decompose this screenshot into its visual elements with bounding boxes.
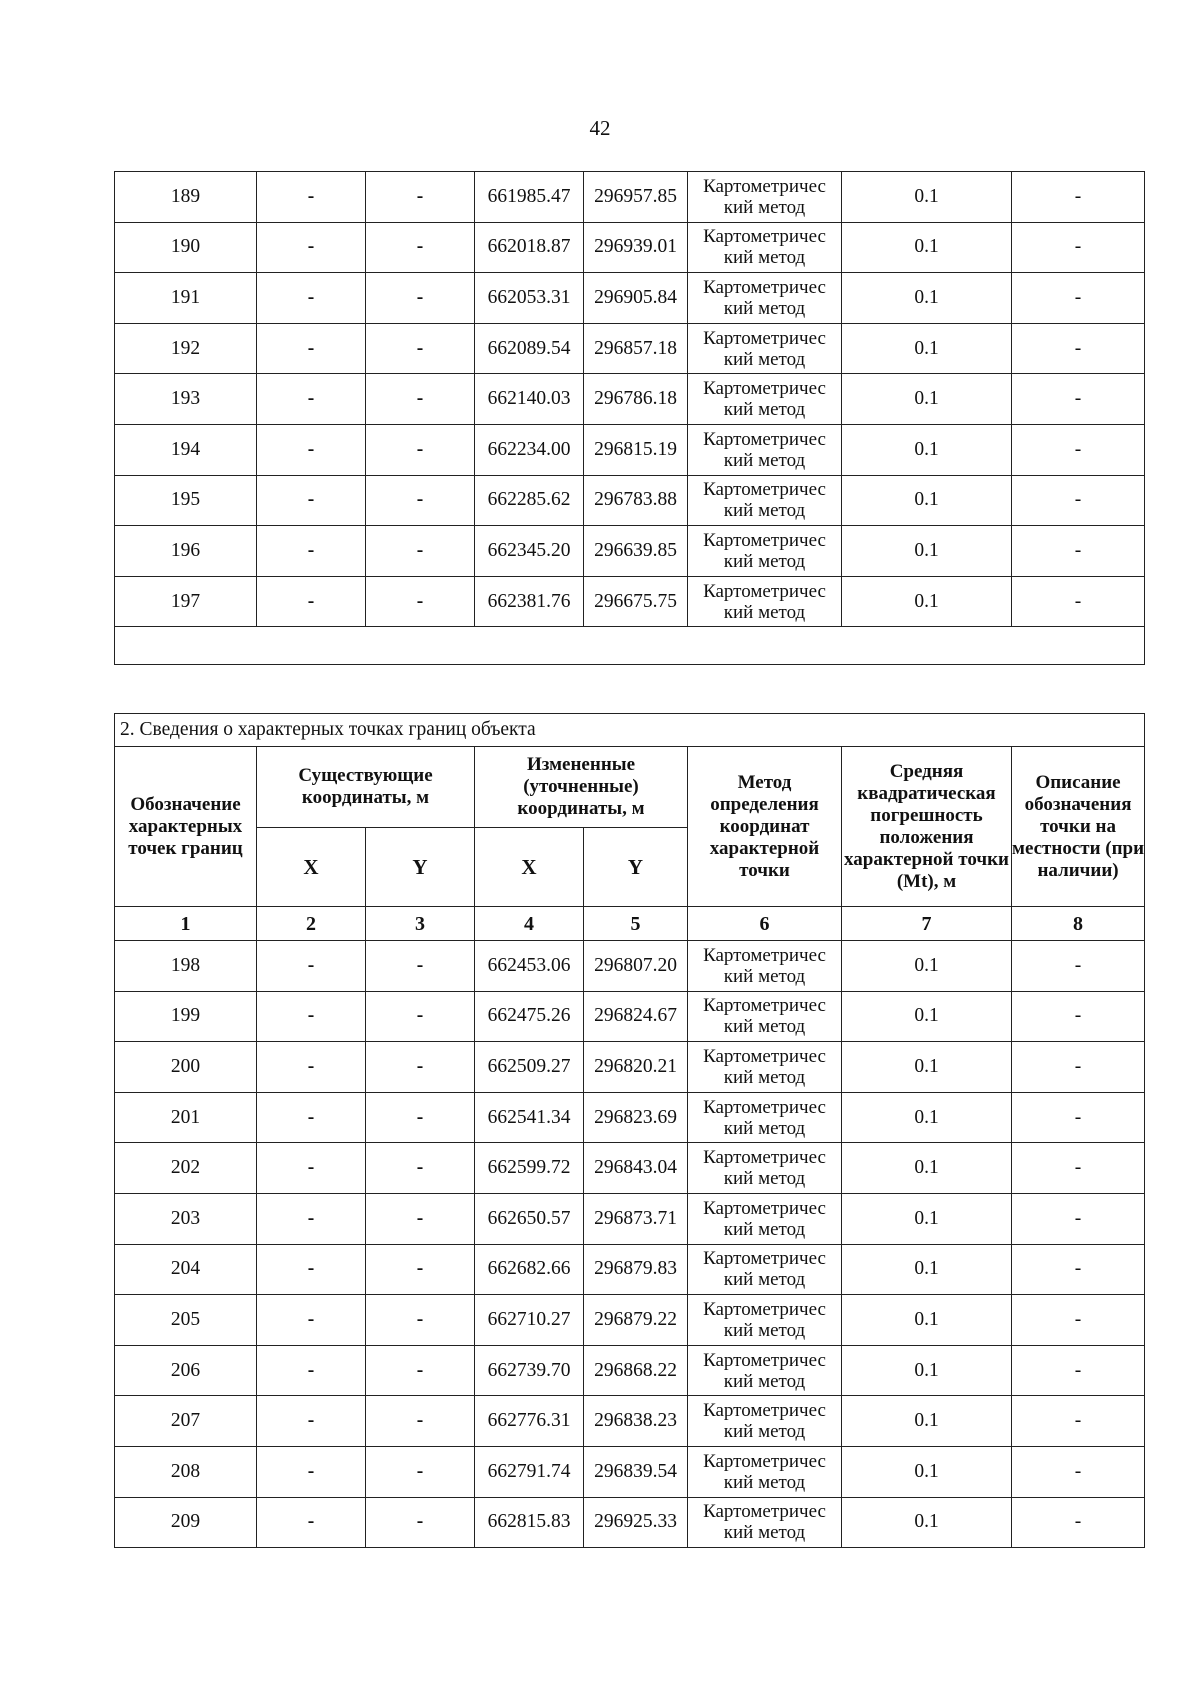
changed-y-cell: 296675.75: [584, 576, 688, 627]
column-number: 1: [115, 907, 257, 941]
method-line: кий метод: [723, 1471, 806, 1493]
description-cell: -: [1012, 323, 1145, 374]
point-cell: 200: [115, 1042, 257, 1093]
existing-y-cell: -: [366, 424, 475, 475]
existing-y-cell: -: [366, 1092, 475, 1143]
accuracy-cell: 0.1: [842, 424, 1012, 475]
table-row: [115, 374, 1145, 425]
point-cell: 193: [115, 374, 257, 425]
changed-y-cell: 296839.54: [584, 1446, 688, 1497]
empty-cell: [115, 627, 1145, 665]
existing-y-cell: -: [366, 1042, 475, 1093]
table-row: [115, 273, 1145, 324]
table-row: [115, 1497, 1145, 1548]
empty-row: [115, 627, 1145, 665]
description-cell: -: [1012, 941, 1145, 992]
method-line: кий метод: [723, 1168, 806, 1190]
boundary-points-table-continued: [114, 171, 1145, 665]
existing-y-cell: -: [366, 1396, 475, 1447]
accuracy-cell: 0.1: [842, 1295, 1012, 1346]
header-changed-coords: Измененные (уточненные) координаты, м: [475, 747, 688, 828]
method-cell: [688, 273, 842, 324]
description-cell: -: [1012, 424, 1145, 475]
method-line: Картометричес: [703, 428, 826, 450]
existing-y-cell: -: [366, 1193, 475, 1244]
description-cell: -: [1012, 1143, 1145, 1194]
changed-x-cell: 662710.27: [475, 1295, 584, 1346]
method-line: Картометричес: [703, 226, 826, 248]
changed-y-cell: 296820.21: [584, 1042, 688, 1093]
method-line: кий метод: [723, 1522, 806, 1544]
method-line: Картометричес: [703, 580, 826, 602]
existing-y-cell: -: [366, 1244, 475, 1295]
changed-y-cell: 296857.18: [584, 323, 688, 374]
method-line: Картометричес: [703, 1298, 826, 1320]
table-row: [115, 1295, 1145, 1346]
method-line: кий метод: [723, 550, 806, 572]
point-cell: 194: [115, 424, 257, 475]
description-cell: -: [1012, 576, 1145, 627]
existing-y-cell: -: [366, 1143, 475, 1194]
bottom-table-body: [115, 941, 1145, 1548]
method-line: кий метод: [723, 1016, 806, 1038]
changed-x-cell: 662453.06: [475, 941, 584, 992]
method-cell: [688, 1092, 842, 1143]
description-cell: -: [1012, 1042, 1145, 1093]
changed-x-cell: 662739.70: [475, 1345, 584, 1396]
table-row: [115, 172, 1145, 223]
column-number: 6: [688, 907, 842, 941]
accuracy-cell: 0.1: [842, 941, 1012, 992]
method-line: кий метод: [723, 1117, 806, 1139]
page-number: 42: [589, 116, 611, 140]
method-line: кий метод: [723, 449, 806, 471]
method-line: Картометричес: [703, 1147, 826, 1169]
description-cell: -: [1012, 374, 1145, 425]
header-description: Описание обозначения точки на местности (при наличии): [1012, 747, 1145, 907]
method-line: Картометричес: [703, 479, 826, 501]
method-line: кий метод: [723, 1421, 806, 1443]
existing-y-cell: -: [366, 273, 475, 324]
method-line: Картометричес: [703, 1349, 826, 1371]
header-existing-x: X: [257, 828, 366, 907]
description-cell: -: [1012, 1193, 1145, 1244]
header-method: Метод определения координат характерной точки: [688, 747, 842, 907]
method-cell: [688, 475, 842, 526]
existing-y-cell: -: [366, 172, 475, 223]
changed-x-cell: 662381.76: [475, 576, 584, 627]
description-cell: -: [1012, 526, 1145, 577]
method-line: кий метод: [723, 1218, 806, 1240]
description-cell: -: [1012, 1396, 1145, 1447]
changed-x-cell: 662345.20: [475, 526, 584, 577]
table-row: [115, 1193, 1145, 1244]
table-row: [115, 1244, 1145, 1295]
point-cell: 208: [115, 1446, 257, 1497]
description-cell: -: [1012, 991, 1145, 1042]
existing-y-cell: -: [366, 1446, 475, 1497]
method-cell: [688, 1446, 842, 1497]
column-number: 5: [584, 907, 688, 941]
existing-x-cell: -: [257, 1143, 366, 1194]
existing-y-cell: -: [366, 1497, 475, 1548]
method-cell: [688, 1295, 842, 1346]
point-cell: 201: [115, 1092, 257, 1143]
method-line: кий метод: [723, 247, 806, 269]
changed-x-cell: 662053.31: [475, 273, 584, 324]
table-row: [115, 991, 1145, 1042]
table-row: [115, 323, 1145, 374]
changed-x-cell: 662682.66: [475, 1244, 584, 1295]
existing-y-cell: -: [366, 1345, 475, 1396]
method-cell: [688, 1345, 842, 1396]
column-number: 4: [475, 907, 584, 941]
accuracy-cell: 0.1: [842, 1042, 1012, 1093]
table-row: [115, 1446, 1145, 1497]
accuracy-cell: 0.1: [842, 1092, 1012, 1143]
point-cell: 197: [115, 576, 257, 627]
method-cell: [688, 1244, 842, 1295]
table-row: [115, 1092, 1145, 1143]
changed-y-cell: 296879.83: [584, 1244, 688, 1295]
point-cell: 189: [115, 172, 257, 223]
method-cell: [688, 424, 842, 475]
accuracy-cell: 0.1: [842, 576, 1012, 627]
changed-x-cell: 662285.62: [475, 475, 584, 526]
description-cell: -: [1012, 273, 1145, 324]
point-cell: 192: [115, 323, 257, 374]
boundary-points-table: [114, 713, 1145, 1548]
table-row: [115, 424, 1145, 475]
point-cell: 196: [115, 526, 257, 577]
point-cell: 191: [115, 273, 257, 324]
existing-x-cell: -: [257, 526, 366, 577]
changed-y-cell: 296807.20: [584, 941, 688, 992]
changed-y-cell: 296905.84: [584, 273, 688, 324]
accuracy-cell: 0.1: [842, 1244, 1012, 1295]
changed-x-cell: 662140.03: [475, 374, 584, 425]
method-line: кий метод: [723, 1066, 806, 1088]
existing-x-cell: -: [257, 576, 366, 627]
method-cell: [688, 222, 842, 273]
method-line: Картометричес: [703, 1045, 826, 1067]
existing-x-cell: -: [257, 1193, 366, 1244]
method-line: Картометричес: [703, 276, 826, 298]
existing-y-cell: -: [366, 526, 475, 577]
existing-x-cell: -: [257, 424, 366, 475]
description-cell: -: [1012, 1092, 1145, 1143]
existing-y-cell: -: [366, 323, 475, 374]
accuracy-cell: 0.1: [842, 222, 1012, 273]
method-cell: [688, 576, 842, 627]
method-cell: [688, 1042, 842, 1093]
accuracy-cell: 0.1: [842, 475, 1012, 526]
method-line: Картометричес: [703, 378, 826, 400]
accuracy-cell: 0.1: [842, 1193, 1012, 1244]
accuracy-cell: 0.1: [842, 1497, 1012, 1548]
changed-y-cell: 296879.22: [584, 1295, 688, 1346]
existing-x-cell: -: [257, 1396, 366, 1447]
method-line: Картометричес: [703, 175, 826, 197]
column-number: 3: [366, 907, 475, 941]
point-cell: 206: [115, 1345, 257, 1396]
existing-x-cell: -: [257, 323, 366, 374]
existing-y-cell: -: [366, 475, 475, 526]
method-line: Картометричес: [703, 529, 826, 551]
accuracy-cell: 0.1: [842, 172, 1012, 223]
method-line: кий метод: [723, 297, 806, 319]
existing-x-cell: -: [257, 1497, 366, 1548]
changed-y-cell: 296873.71: [584, 1193, 688, 1244]
method-line: Картометричес: [703, 1450, 826, 1472]
existing-y-cell: -: [366, 991, 475, 1042]
description-cell: -: [1012, 1295, 1145, 1346]
changed-y-cell: 296815.19: [584, 424, 688, 475]
changed-y-cell: 296838.23: [584, 1396, 688, 1447]
accuracy-cell: 0.1: [842, 323, 1012, 374]
method-line: Картометричес: [703, 995, 826, 1017]
table-row: [115, 475, 1145, 526]
point-cell: 204: [115, 1244, 257, 1295]
table-row: [115, 526, 1145, 577]
existing-x-cell: -: [257, 1092, 366, 1143]
description-cell: -: [1012, 475, 1145, 526]
point-cell: 203: [115, 1193, 257, 1244]
existing-x-cell: -: [257, 172, 366, 223]
accuracy-cell: 0.1: [842, 991, 1012, 1042]
method-cell: [688, 172, 842, 223]
method-line: Картометричес: [703, 1096, 826, 1118]
method-line: кий метод: [723, 399, 806, 421]
point-cell: 207: [115, 1396, 257, 1447]
table-row: [115, 941, 1145, 992]
accuracy-cell: 0.1: [842, 374, 1012, 425]
existing-x-cell: -: [257, 475, 366, 526]
column-number: 8: [1012, 907, 1145, 941]
changed-y-cell: 296957.85: [584, 172, 688, 223]
changed-x-cell: 662475.26: [475, 991, 584, 1042]
changed-y-cell: 296843.04: [584, 1143, 688, 1194]
existing-x-cell: -: [257, 374, 366, 425]
point-cell: 195: [115, 475, 257, 526]
method-line: Картометричес: [703, 1248, 826, 1270]
table-caption: 2. Сведения о характерных точках границ объекта: [115, 714, 1145, 747]
method-line: Картометричес: [703, 1400, 826, 1422]
table-row: [115, 1143, 1145, 1194]
method-cell: [688, 1497, 842, 1548]
accuracy-cell: 0.1: [842, 1345, 1012, 1396]
description-cell: -: [1012, 1345, 1145, 1396]
method-cell: [688, 1193, 842, 1244]
existing-x-cell: -: [257, 1295, 366, 1346]
existing-y-cell: -: [366, 222, 475, 273]
method-line: Картометричес: [703, 1501, 826, 1523]
method-line: Картометричес: [703, 1197, 826, 1219]
changed-x-cell: 662650.57: [475, 1193, 584, 1244]
method-line: кий метод: [723, 965, 806, 987]
table-row: [115, 1042, 1145, 1093]
existing-y-cell: -: [366, 576, 475, 627]
existing-x-cell: -: [257, 941, 366, 992]
existing-y-cell: -: [366, 941, 475, 992]
table-row: [115, 1396, 1145, 1447]
changed-y-cell: 296786.18: [584, 374, 688, 425]
point-cell: 209: [115, 1497, 257, 1548]
method-cell: [688, 374, 842, 425]
accuracy-cell: 0.1: [842, 1396, 1012, 1447]
table-row: [115, 576, 1145, 627]
header-existing-coords: Существующие координаты, м: [257, 747, 475, 828]
changed-x-cell: 662509.27: [475, 1042, 584, 1093]
changed-x-cell: 661985.47: [475, 172, 584, 223]
method-line: Картометричес: [703, 327, 826, 349]
table-row: [115, 222, 1145, 273]
existing-y-cell: -: [366, 374, 475, 425]
changed-x-cell: 662089.54: [475, 323, 584, 374]
method-line: кий метод: [723, 601, 806, 623]
changed-x-cell: 662776.31: [475, 1396, 584, 1447]
description-cell: -: [1012, 172, 1145, 223]
method-cell: [688, 991, 842, 1042]
method-line: кий метод: [723, 1319, 806, 1341]
changed-y-cell: 296939.01: [584, 222, 688, 273]
changed-y-cell: 296868.22: [584, 1345, 688, 1396]
header-point-designation: Обозначение характерных точек границ: [115, 747, 257, 907]
changed-x-cell: 662791.74: [475, 1446, 584, 1497]
header-existing-y: Y: [366, 828, 475, 907]
accuracy-cell: 0.1: [842, 1143, 1012, 1194]
point-cell: 199: [115, 991, 257, 1042]
point-cell: 190: [115, 222, 257, 273]
existing-x-cell: -: [257, 991, 366, 1042]
point-cell: 198: [115, 941, 257, 992]
changed-y-cell: 296783.88: [584, 475, 688, 526]
existing-y-cell: -: [366, 1295, 475, 1346]
method-cell: [688, 1396, 842, 1447]
changed-y-cell: 296925.33: [584, 1497, 688, 1548]
description-cell: -: [1012, 222, 1145, 273]
header-changed-x: X: [475, 828, 584, 907]
changed-x-cell: 662234.00: [475, 424, 584, 475]
changed-x-cell: 662599.72: [475, 1143, 584, 1194]
method-cell: [688, 323, 842, 374]
header-changed-y: Y: [584, 828, 688, 907]
column-number: 2: [257, 907, 366, 941]
method-line: кий метод: [723, 196, 806, 218]
description-cell: -: [1012, 1497, 1145, 1548]
top-table-body: [115, 172, 1145, 627]
accuracy-cell: 0.1: [842, 526, 1012, 577]
changed-x-cell: 662018.87: [475, 222, 584, 273]
point-cell: 205: [115, 1295, 257, 1346]
changed-y-cell: 296639.85: [584, 526, 688, 577]
method-line: Картометричес: [703, 944, 826, 966]
changed-x-cell: 662815.83: [475, 1497, 584, 1548]
accuracy-cell: 0.1: [842, 273, 1012, 324]
existing-x-cell: -: [257, 1244, 366, 1295]
existing-x-cell: -: [257, 1042, 366, 1093]
header-accuracy: Средняя квадратическая погрешность положения характерной точки (Mt), м: [842, 747, 1012, 907]
method-line: кий метод: [723, 1269, 806, 1291]
method-cell: [688, 1143, 842, 1194]
existing-x-cell: -: [257, 1446, 366, 1497]
method-cell: [688, 526, 842, 577]
method-cell: [688, 941, 842, 992]
method-line: кий метод: [723, 1370, 806, 1392]
changed-y-cell: 296823.69: [584, 1092, 688, 1143]
method-line: кий метод: [723, 500, 806, 522]
description-cell: -: [1012, 1244, 1145, 1295]
description-cell: -: [1012, 1446, 1145, 1497]
changed-x-cell: 662541.34: [475, 1092, 584, 1143]
method-line: кий метод: [723, 348, 806, 370]
column-number: 7: [842, 907, 1012, 941]
existing-x-cell: -: [257, 1345, 366, 1396]
existing-x-cell: -: [257, 273, 366, 324]
existing-x-cell: -: [257, 222, 366, 273]
point-cell: 202: [115, 1143, 257, 1194]
changed-y-cell: 296824.67: [584, 991, 688, 1042]
table-row: [115, 1345, 1145, 1396]
accuracy-cell: 0.1: [842, 1446, 1012, 1497]
